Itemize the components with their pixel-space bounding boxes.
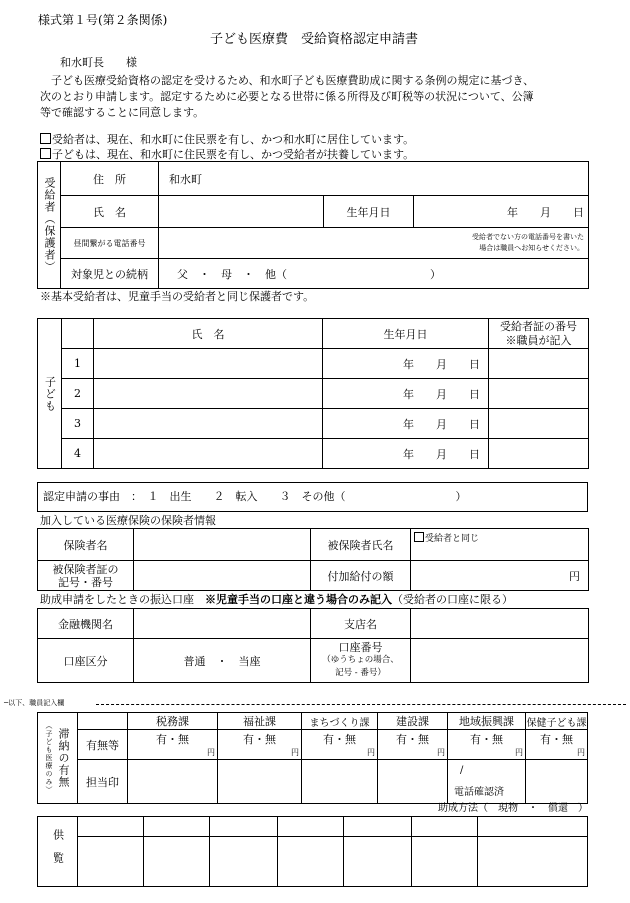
review-cell[interactable] [278,837,344,887]
bank-table [37,608,589,683]
welfare-stamp-field[interactable] [218,760,302,804]
recipient-side-label: 受給者（保護者） [38,162,61,289]
dept-town-planning: まちづくり課 [302,713,378,730]
reason-text: 認定申請の事由 ： １ 出生 ２ 転入 ３ その他（ ） [43,490,467,503]
arrears-side-label: （子ども医療のみ） 滞納の有無 [38,713,78,804]
branch-label: 支店名 [311,609,411,639]
review-cell[interactable] [78,837,144,887]
subsidy-method: 助成方法（ 現物 ・ 償還 ） [438,803,588,814]
welfare-presence-field[interactable]: 有・無 円 [218,730,302,760]
benefit-field[interactable]: 円 [411,561,589,591]
tax-stamp-field[interactable] [128,760,218,804]
phone-note-1: 受給者でない方の電話番号を書いた [472,233,585,241]
dept-welfare: 福祉課 [218,713,302,730]
page-title: 子ども医療費 受給資格認定申請書 [210,32,419,47]
reason-box[interactable] [37,482,588,512]
account-type-label: 口座区分 [38,639,134,683]
tax-presence-field[interactable]: 有・無 円 [128,730,218,760]
insurance-heading: 加入している医療保険の保険者情報 [40,514,216,527]
benefit-label: 付加給付の額 [311,561,411,591]
staff-table [37,712,588,804]
phone-note-2: 場合は職員へお知らせください。 [479,244,585,252]
name-label: 氏 名 [61,196,159,228]
child-name-field[interactable] [94,409,323,439]
construction-stamp-field[interactable] [378,760,448,804]
review-cell[interactable] [478,837,588,887]
child-name-field[interactable] [94,439,323,469]
stamp-label: 担当印 [78,760,128,804]
review-cell[interactable] [344,837,412,887]
child-dob-field[interactable]: 年 月 日 [323,379,489,409]
child-row-number: 3 [62,409,94,439]
account-number-field[interactable] [411,639,589,683]
dept-tax: 税務課 [128,713,218,730]
child-dob-field[interactable]: 年 月 日 [323,409,489,439]
planning-stamp-field[interactable] [302,760,378,804]
review-cell[interactable] [344,817,412,837]
health-presence-field[interactable]: 有・無 円 [526,730,588,760]
institution-label: 金融機関名 [38,609,134,639]
intro-line-2: 次のとおり申請します。認定するために必要となる世帯に係る所得及び町税等の状況について、公簿 [40,90,534,103]
intro-line-3: 等で確認することに同意します。 [40,106,205,119]
same-as-recipient-label: 受給者と同じ [425,534,480,544]
child-name-header: 氏 名 [94,319,323,349]
planning-presence-field[interactable]: 有・無 円 [302,730,378,760]
regional-stamp-field[interactable] [448,760,526,804]
account-number-label: 口座番号 （ゆうちょの場合、 記号 - 番号） [311,639,411,683]
address-field[interactable]: 和水町 [159,162,589,196]
address-label: 住 所 [61,162,159,196]
child-cert-field[interactable] [489,379,589,409]
review-cell[interactable] [412,817,478,837]
child-cert-field[interactable] [489,349,589,379]
checkbox-residence[interactable] [40,133,51,144]
check-dependent[interactable]: 子どもは、現在、和水町に住民票を有し、かつ受給者が扶養しています。 [40,148,414,160]
checkbox-dependent[interactable] [40,148,51,159]
insured-name-label: 被保険者氏名 [311,529,411,561]
dept-regional: 地域振興課 [448,713,526,730]
check-residence[interactable]: 受給者は、現在、和水町に住民票を有し、かつ和水町に居住しています。 [40,133,414,145]
review-cell[interactable] [78,817,144,837]
staff-section-label: ─以下、職員記入欄 [4,699,65,707]
dob-label: 生年月日 [324,196,414,228]
insurer-label: 保険者名 [38,529,134,561]
account-type-field[interactable]: 普通 ・ 当座 [134,639,311,683]
relation-label: 対象児との続柄 [61,259,159,289]
children-table [37,318,589,469]
review-label: 供覧 [38,817,78,887]
child-cert-field[interactable] [489,409,589,439]
dept-health-children: 保健子ども課 [526,713,588,730]
phone-confirmed-label: 電話確認済 [454,787,504,798]
review-cell[interactable] [210,817,278,837]
review-cell[interactable] [412,837,478,887]
presence-label: 有無等 [78,730,128,760]
insurance-table [37,528,589,591]
name-field[interactable] [159,196,324,228]
child-dob-field[interactable]: 年 月 日 [323,349,489,379]
review-cell[interactable] [278,817,344,837]
review-cell[interactable] [210,837,278,887]
phone-label: 昼間繋がる電話番号 [61,228,159,259]
recipient-table [37,161,589,289]
staff-divider [96,704,626,705]
child-dob-header: 生年月日 [323,319,489,349]
recipient-note: ※基本受給者は、児童手当の受給者と同じ保護者です。 [40,290,315,303]
child-name-field[interactable] [94,349,323,379]
dept-construction: 建設課 [378,713,448,730]
dob-field[interactable]: 年 月 日 [414,196,589,228]
same-as-recipient-checkbox[interactable] [414,532,424,542]
child-row-number: 2 [62,379,94,409]
child-name-field[interactable] [94,379,323,409]
branch-field[interactable] [411,609,589,639]
insured-name-field[interactable] [411,529,589,561]
health-stamp-field[interactable] [526,760,588,804]
review-cell[interactable] [478,817,588,837]
phone-field[interactable] [159,228,589,259]
relation-field[interactable]: 父 ・ 母 ・ 他（ ） [159,259,589,289]
slash-mark: / [460,765,464,776]
form-number: 様式第１号(第２条関係) [38,13,168,27]
child-cert-field[interactable] [489,439,589,469]
children-side-label: 子ども [38,319,62,469]
child-row-number: 1 [62,349,94,379]
cert-number-header: 受給者証の番号 ※職員が記入 [489,319,589,349]
regional-presence-field[interactable]: 有・無 円 [448,730,526,760]
construction-presence-field[interactable]: 有・無 円 [378,730,448,760]
intro-line-1: 子ども医療受給資格の認定を受けるため、和水町子ども医療費助成に関する条例の規定に基づき、 [40,74,535,87]
bank-heading: 助成申請をしたときの振込口座 ※児童手当の口座と違う場合のみ記入（受給者の口座に限る） [40,593,513,606]
review-cell[interactable] [144,837,210,887]
child-row-number: 4 [62,439,94,469]
institution-field[interactable] [134,609,311,639]
review-cell[interactable] [144,817,210,837]
child-dob-field[interactable]: 年 月 日 [323,439,489,469]
cert-number-label: 被保険者証の 記号・番号 [38,561,134,591]
addressee: 和水町長 様 [60,56,137,69]
insurer-field[interactable] [134,529,311,561]
review-table [37,816,588,887]
cert-number-field[interactable] [134,561,311,591]
